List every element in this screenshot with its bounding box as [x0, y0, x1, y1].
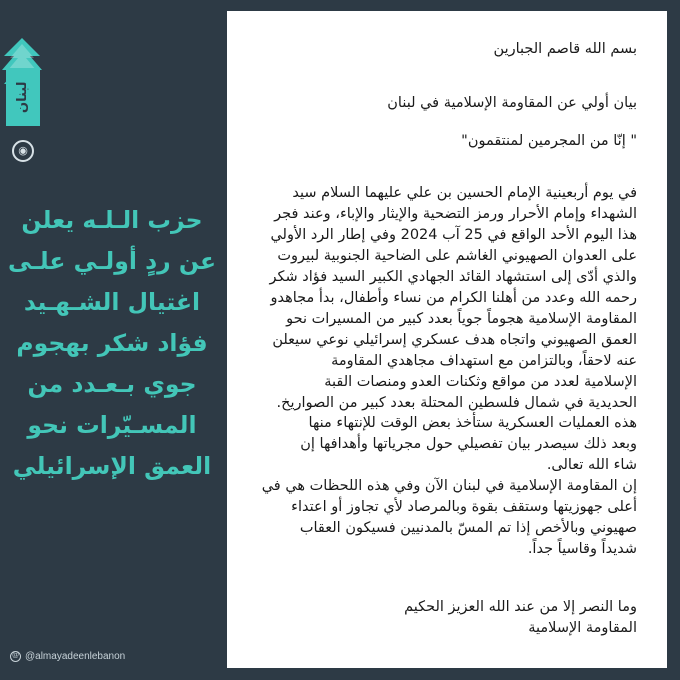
body-line: على العدوان الصهيوني الغاشم على الضاحية الجنوبية لبيروت: [277, 247, 637, 264]
body-line: شديداً وقاسياً جداً.: [527, 541, 637, 558]
closing-line: وما النصر إلا من عند الله العزيز الحكيم: [404, 599, 637, 615]
statement-body: [227, 183, 637, 560]
body-line: أعلى جهوزيتها وستقف بقوة وبالمرصاد لأي تجاوز أو اعتداء: [291, 499, 637, 516]
body-line: الإسلامية لعدد من مواقع وثكنات العدو ومنصات القبة: [324, 373, 637, 390]
basmala: بسم الله قاصم الجبارين: [493, 41, 637, 57]
social-handle: [10, 651, 125, 662]
at-icon: @: [10, 651, 21, 662]
body-line: العمق الصهيوني واتجاه هدف عسكري إسرائيلي نوعي سيعلن: [272, 331, 637, 348]
body-line: صهيوني وبالأخص إذا تم المسّ بالمدنيين فسيكون العقاب: [299, 520, 637, 537]
channel-logo-icon: ◉: [12, 140, 34, 162]
statement-document: [227, 11, 667, 668]
body-line: إن المقاومة الإسلامية في لبنان الآن وفي هذه اللحظات هي في: [261, 478, 637, 495]
body-line: شاء الله تعالى.: [546, 457, 637, 474]
signature: المقاومة الإسلامية: [528, 620, 637, 636]
body-line: عنه لاحقاً، وبالتزامن مع استهداف مجاهدي المقاومة: [331, 352, 637, 369]
body-line: رحمه الله وعدد من أهلنا الكرام من نساء وأطفال، بدأ مجاهدو: [270, 289, 637, 306]
body-line: الحديدية في شمال فلسطين المحتلة بعدد كبير من الصواريخ.: [276, 394, 637, 411]
social-handle-text: @almayadeenlebanon: [25, 651, 126, 662]
body-line: وبعد ذلك سيصدر بيان تفصيلي حول مجرياتها وأهدافها إن: [300, 436, 637, 453]
body-line: هذه العمليات العسكرية ستأخذ بعض الوقت للإنتهاء منها: [308, 415, 637, 432]
closing: [227, 597, 637, 639]
headline: حزب الـلـه يعلن عن ردٍ أولـي علـى اغتيال الشـهـيد فؤاد شكر بهجوم جوي بـعـدد من المسـيّرات نحو العمق الإسرائيلي: [7, 206, 217, 480]
quote: " إنّا من المجرمين لمنتقمون": [461, 133, 637, 149]
statement-title: بيان أولي عن المقاومة الإسلامية في لبنان: [387, 95, 637, 111]
body-line: المقاومة الإسلامية هجوماً جوياً بعدد كبير من المسيرات نحو: [286, 310, 637, 327]
sidebar: [0, 0, 227, 680]
body-line: الشهداء وإمام الأحرار ورمز التضحية والإيثار والإباء، وعند فجر: [274, 205, 637, 222]
body-line: في يوم أربعينية الإمام الحسين بن علي عليهما السلام سيد: [292, 185, 637, 201]
body-line: هذا اليوم الأحد الواقع في 25 آب 2024 وفي إطار الرد الأولي: [270, 226, 637, 243]
body-line: والذي أدّى إلى استشهاد القائد الجهادي الكبير السيد فؤاد شكر: [269, 268, 637, 285]
logo-label: لبنان: [6, 68, 40, 126]
